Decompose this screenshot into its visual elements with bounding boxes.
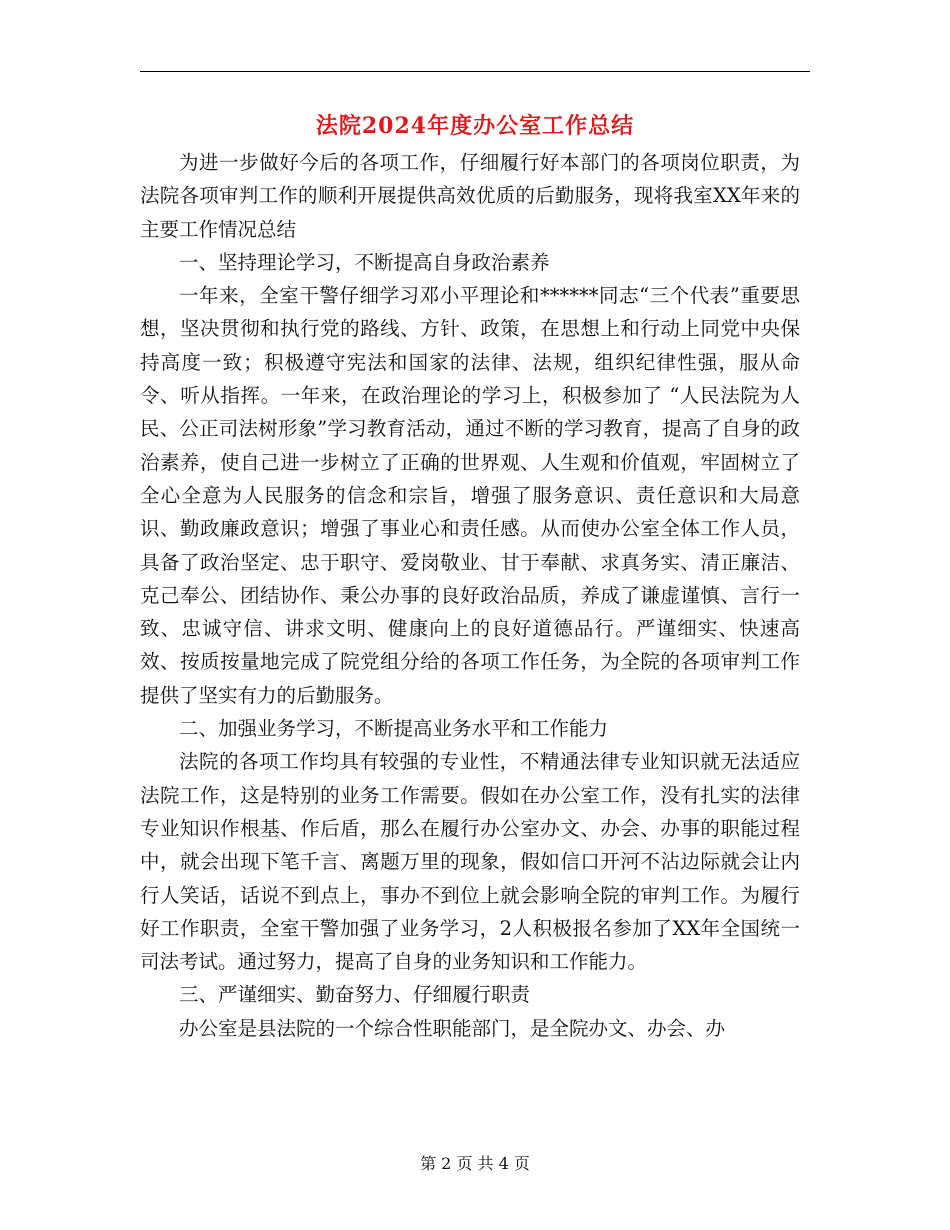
paragraph-section-2: 法院的各项工作均具有较强的专业性，不精通法律专业知识就无法适应法院工作，这是特别的业务工作需要。假如在办公室工作，没有扎实的法律专业知识作根基、作后盾，那么在履行办公室办文、办会、办事的职能过程中，就会出现下笔千言、离题万里的现象，假如信口开河不沾边际就会让内行人笑话，话说不到点上，事办不到位上就会影响全院的审判工作。为履行好工作职责，全室干警加强了业务学习，2人积极报名参加了XX年全国统一司法考试。通过努力，提高了自身的业务知识和工作能力。 xyxy=(140,750,800,974)
page-footer: 第 2 页 共 4 页 xyxy=(420,1154,530,1173)
paragraph-intro: 为进一步做好今后的各项工作，仔细履行好本部门的各项岗位职责，为法院各项审判工作的顺利开展提供高效优质的后勤服务，现将我室XX年来的主要工作情况总结 xyxy=(140,151,800,241)
section-heading-3: 三、严谨细实、勤奋努力、仔细履行职责 xyxy=(179,983,531,1007)
paragraph-section-1: 一年来，全室干警仔细学习邓小平理论和******同志“三个代表”重要思想，坚决贯彻和执行党的路线、方针、政策，在思想上和行动上同党中央保持高度一致；积极遵守宪法和国家的法律、法规，组织纪律性强，服从命令、听从指挥。一年来，在政治理论的学习上，积极参加了 “人民法院为人民、公正司法树形象”学习教育活动，通过不断的学习教育，提高了自身的政治素养，使自己进一步树立了正确的世界观、人生观和价值观，牢固树立了全心全意为人民服务的信念和宗旨，增强了服务意识、责任意识和大局意识、勤政廉政意识；增强了事业心和责任感。从而使办公室全体工作人员，具备了政治坚定、忠于职守、爱岗敬业、甘于奉献、求真务实、清正廉洁、克己奉公、团结协作、秉公办事的良好政治品质，养成了谦虚谨慎、言行一致、忠诚守信、讲求文明、健康向上的良好道德品行。严谨细实、快速高效、按质按量地完成了院党组分给的各项工作任务，为全院的各项审判工作提供了坚实有力的后勤服务。 xyxy=(140,284,800,707)
paragraph-section-3: 办公室是县法院的一个综合性职能部门，是全院办文、办会、办 xyxy=(179,1016,726,1040)
document-body xyxy=(140,146,800,1045)
section-heading-1: 一、坚持理论学习，不断提高自身政治素养 xyxy=(179,250,550,274)
document-title: 法院2024年度办公室工作总结 xyxy=(315,113,635,139)
header-rule xyxy=(140,71,810,72)
section-heading-2: 二、加强业务学习，不断提高业务水平和工作能力 xyxy=(179,717,609,741)
